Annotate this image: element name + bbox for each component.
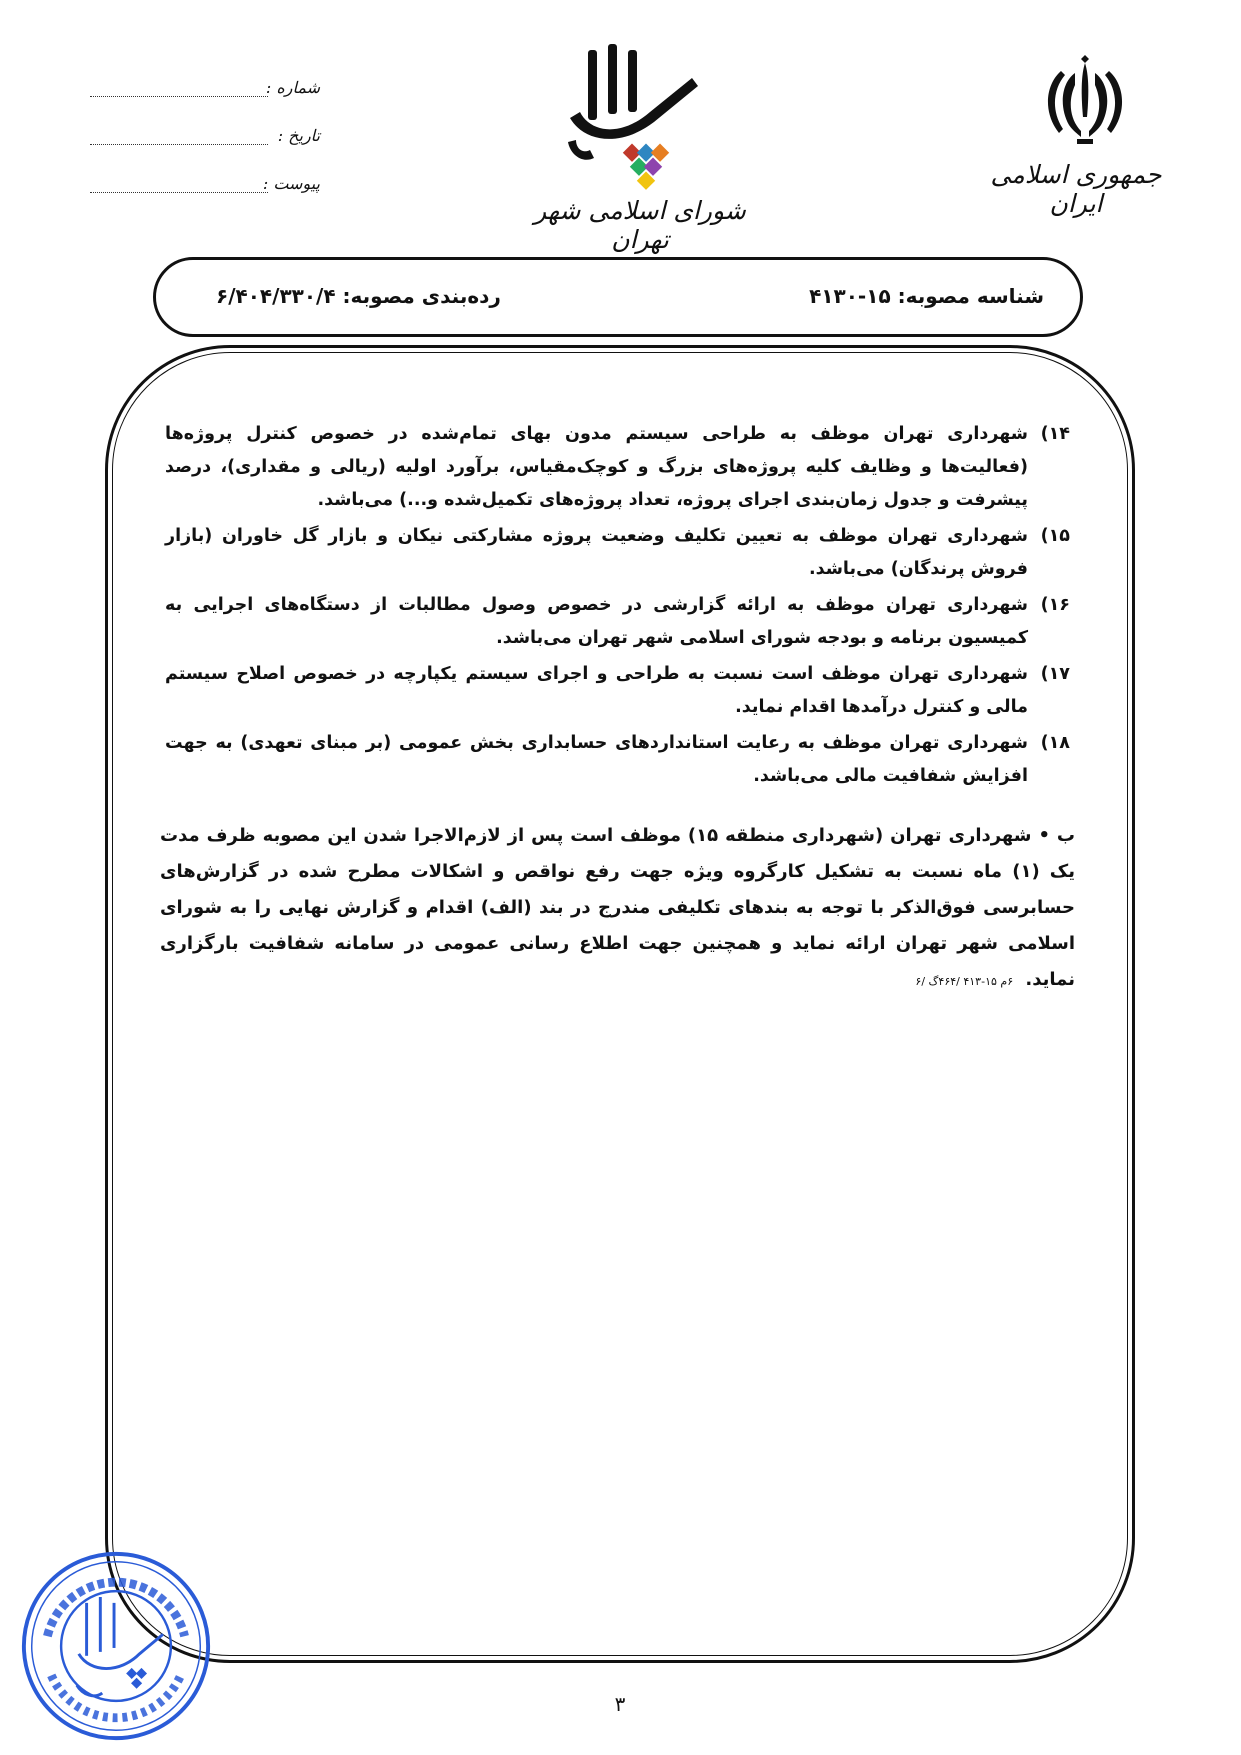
- emblem-caption: جمهوری اسلامی ایران: [990, 160, 1162, 218]
- item-number: ۱۵): [1040, 526, 1070, 546]
- approval-id: شناسه مصوبه: ۱۵-۴۱۳۰: [809, 284, 1044, 308]
- meta-date: [90, 124, 320, 154]
- meta-number-dots: [90, 96, 268, 97]
- meta-attachment-label: پیوست :: [262, 174, 320, 193]
- meta-date-label: تاریخ :: [277, 126, 320, 145]
- item-number: ۱۷): [1040, 664, 1070, 684]
- meta-number: [90, 76, 320, 106]
- approval-classification: رده‌بندی مصوبه: ۶/۴۰۴/۳۳۰/۴: [216, 284, 501, 308]
- iran-emblem-icon: [1025, 55, 1145, 155]
- list-item: [165, 727, 1070, 793]
- item-text: شهرداری تهران موظف است نسبت به طراحی و اجرای سیستم یکپارچه در خصوص اصلاح سیستم مالی و کنترل درآمدها اقدام نماید.: [165, 664, 1028, 717]
- tehran-council-logo-icon: [560, 42, 710, 202]
- meta-date-dots: [90, 144, 268, 145]
- council-seal-stamp-icon: [18, 1548, 214, 1744]
- section-b-text: ب • شهرداری تهران (شهرداری منطقه ۱۵) موظف است پس از لازم‌الاجرا شدن این مصوبه ظرف مدت یک (۱) ماه نسبت به تشکیل کارگروه ویژه جهت رفع نواقص و اشکالات مطرح شده در گزارش‌های حسابرسی فوق‌الذکر با توجه به بندهای تکلیفی مندرج در بند (الف) اقدام و گزارش نهایی را به شورای اسلامی شهر تهران ارائه نماید و همچنین جهت اطلاع رسانی عمومی در سامانه شفافیت بارگزاری نماید.: [160, 825, 1075, 990]
- list-item: [165, 418, 1070, 517]
- item-number: ۱۸): [1040, 733, 1070, 753]
- council-caption: شورای اسلامی شهر تهران: [534, 196, 746, 254]
- page-number: ۳: [614, 1692, 626, 1716]
- meta-attachment: [90, 172, 320, 202]
- item-text: شهرداری تهران موظف به طراحی سیستم مدون بهای تمام‌شده در خصوص کنترل پروژه‌ها (فعالیت‌ها و وظایف کلیه پروژه‌های بزرگ و کوچک‌مقیاس، برآورد اولیه (ریالی و مقداری)، درصد پیشرفت و جدول زمان‌بندی اجرای پروژه، تعداد پروژه‌های تکمیل‌شده و...) می‌باشد.: [165, 424, 1028, 510]
- section-b-reference: ۶م ۱۵-۴۱۳ /۴۶۴گ /۶: [915, 975, 1014, 988]
- item-text: شهرداری تهران موظف به تعیین تکلیف وضعیت پروژه مشارکتی نیکان و بازار گل خاوران (بازار فروش پرندگان) می‌باشد.: [165, 526, 1028, 579]
- list-item: [165, 520, 1070, 586]
- meta-attachment-dots: [90, 192, 268, 193]
- item-number: ۱۴): [1040, 424, 1070, 444]
- item-text: شهرداری تهران موظف به رعایت استانداردهای حسابداری بخش عمومی (بر مبنای تعهدی) به جهت افزایش شفافیت مالی می‌باشد.: [165, 733, 1028, 786]
- section-b-paragraph: [160, 818, 1075, 1000]
- approval-id-bar: [153, 257, 1083, 337]
- meta-number-label: شماره :: [265, 78, 320, 97]
- items-list: [165, 418, 1070, 796]
- list-item: [165, 658, 1070, 724]
- item-number: ۱۶): [1040, 595, 1070, 615]
- item-text: شهرداری تهران موظف به ارائه گزارشی در خصوص وصول مطالبات از دستگاه‌های اجرایی به کمیسیون برنامه و بودجه شورای اسلامی شهر تهران می‌باشد.: [165, 595, 1028, 648]
- list-item: [165, 589, 1070, 655]
